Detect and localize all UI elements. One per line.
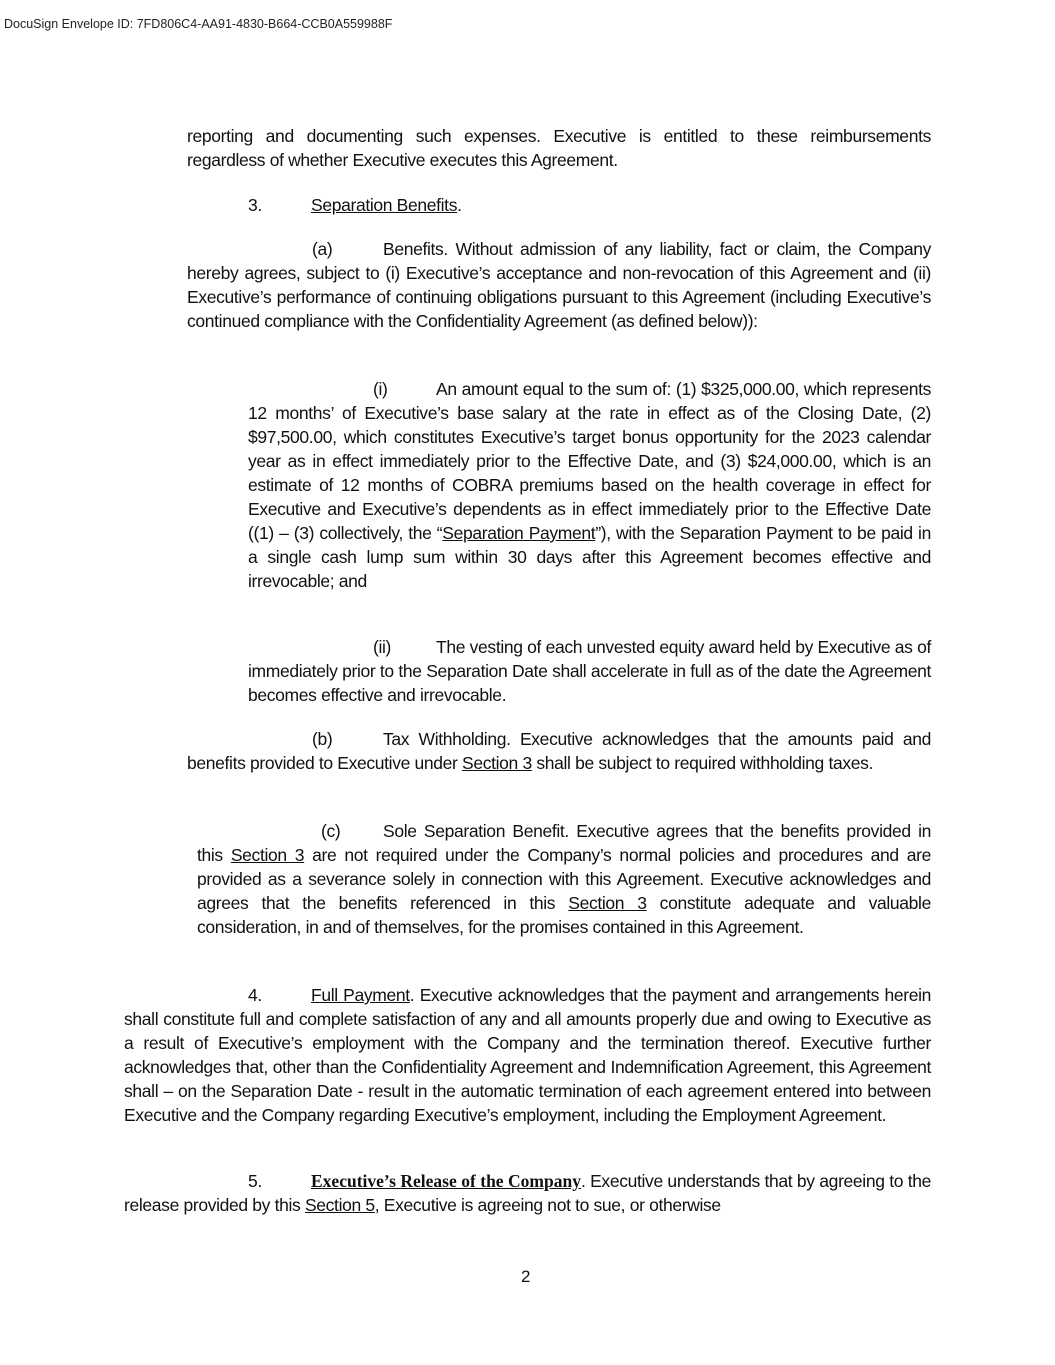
section-3ai-paragraph: (i) An amount equal to the sum of: (1) $325,000.00, which represents 12 months’ of Executive’s base salary at the rate in effect as of the Closing Date, (2) $97,500.00, which constitutes Executive’s target bonus opportunity for the 2023 calendar year as in effect immediately prior to the Effective Date, and (3) $24,000.00, which is an estimate of 12 months of COBRA premiums based on the health coverage in effect for Executive and Executive’s dependents as in effect immediately prior to the Effective Date ((1) – (3) collectively, the “Separation Payment”), with the Separation Payment to be paid in a single cash lump sum within 30 days after this Agreement becomes effective and irrevocable; and [248,379,931,591]
section-5-title: Executive’s Release of the Company [311,1171,581,1191]
section-4-title: Full Payment [311,985,410,1005]
section-reference: Section 3 [230,845,305,865]
section-3aii-paragraph: (ii) The vesting of each unvested equity award held by Executive as of immediately prior to the Separation Date shall accelerate in full as of the date the Agreement becomes effective and irrevocable. [248,637,931,705]
section-3b-paragraph: (b) Tax Withholding. Executive acknowledges that the amounts paid and benefits provided to Executive under Section 3 shall be subject to required withholding taxes. [187,729,931,773]
envelope-id-header: DocuSign Envelope ID: 7FD806C4-AA91-4830-B664-CCB0A559988F [4,17,393,31]
section-reference: Section 3 [462,753,532,773]
section-4-paragraph: 4. Full Payment. Executive acknowledges that the payment and arrangements herein shall constitute full and complete satisfaction of any and all amounts properly due and owing to Executive as a result of Executive’s employment with the Company and the termination thereof. Executive further acknowledges that, other than the Confidentiality Agreement and Indemnification Agreement, this Agreement shall – on the Separation Date - result in the automatic termination of each agreement entered into between Executive and the Company regarding Executive’s employment, including the Employment Agreement. [124,985,931,1125]
section-reference: Section 3 [568,893,647,913]
section-reference: Section 5 [304,1195,375,1215]
defined-term: Separation Payment [442,523,596,543]
intro-paragraph: reporting and documenting such expenses. Executive is entitled to these reimbursements regardless of whether Executive executes this Agreement. [187,126,931,170]
section-3-heading: 3. Separation Benefits. [248,195,462,215]
page-number: 2 [521,1267,531,1286]
section-5-paragraph: 5. Executive’s Release of the Company. Executive understands that by agreeing to the release provided by this Section 5, Executive is agreeing not to sue, or otherwise [124,1171,932,1215]
section-3a-paragraph: (a) Benefits. Without admission of any liability, fact or claim, the Company hereby agrees, subject to (i) Executive’s acceptance and non-revocation of this Agreement and (ii) Executive’s performance of continuing obligations pursuant to this Agreement (including Executive’s continued compliance with the Confidentiality Agreement (as defined below)): [187,239,931,331]
section-3c-paragraph: (c) Sole Separation Benefit. Executive agrees that the benefits provided in this Section 3 are not required under the Company’s normal policies and procedures and are provided as a severance solely in connection with this Agreement. Executive acknowledges and agrees that the benefits referenced in this Section 3 constitute adequate and valuable consideration, in and of themselves, for the promises contained in this Agreement. [197,821,931,937]
